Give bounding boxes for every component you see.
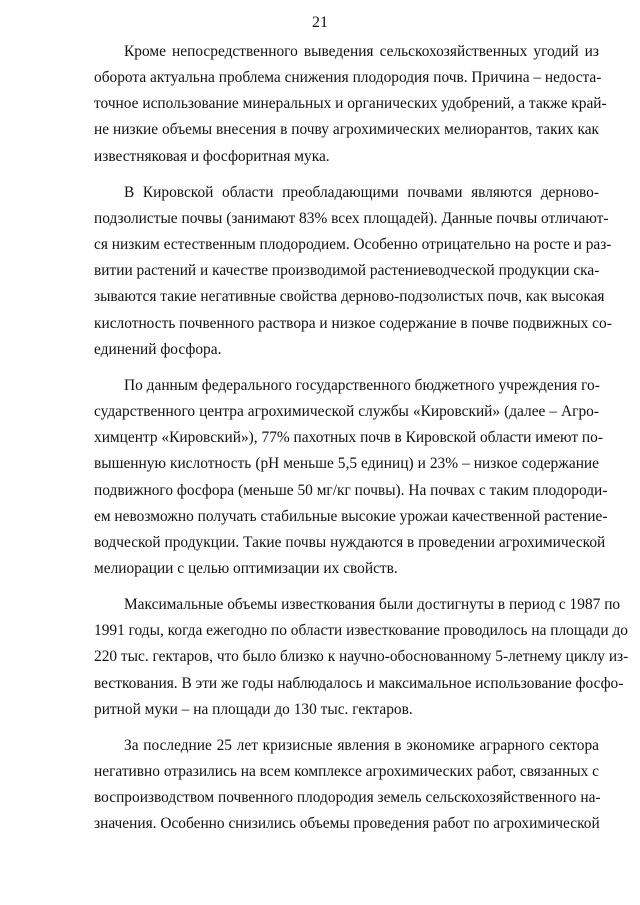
text-line: не низкие объемы внесения в почву агрохимических мелиорантов, таких как [94, 121, 599, 139]
text-line: За последние 25 лет кризисные явления в экономике аграрного сектора [124, 736, 599, 754]
paragraph-4 [94, 592, 629, 723]
text-line: кислотность почвенного раствора и низкое содержание в почве подвижных со- [94, 314, 612, 332]
text-line: известняковая и фосфоритная мука. [94, 147, 330, 165]
text-line: сударственного центра агрохимической службы «Кировский» (далее – Агро- [94, 403, 599, 421]
text-line: витии растений и качестве производимой растениеводческой продукции ска- [94, 262, 600, 280]
paragraph-3 [94, 373, 608, 582]
text-line: негативно отразились на всем комплексе агрохимических работ, связанных с [94, 763, 599, 781]
text-line: Максимальные объемы известкования были достигнуты в период с 1987 по [124, 596, 621, 614]
body-text [94, 39, 629, 838]
text-line: значения. Особенно снизились объемы проведения работ по агрохимической [94, 815, 600, 833]
text-line: подвижного фосфора (меньше 50 мг/кг почвы). На почвах с таким плодороди- [94, 481, 608, 499]
text-line: вышенную кислотность (pH меньше 5,5 единиц) и 23% – низкое содержание [94, 455, 599, 473]
text-line: воспроизводством почвенного плодородия земель сельскохозяйственного на- [94, 789, 601, 807]
text-line: мелиорации с целью оптимизации их свойств. [94, 559, 398, 577]
text-line: оборота актуальна проблема снижения плодородия почв. Причина – недоста- [94, 69, 602, 87]
text-line: единений фосфора. [94, 340, 222, 358]
text-line: 1991 годы, когда ежегодно по области известкование проводилось на площади до [94, 622, 628, 640]
text-line: По данным федерального государственного бюджетного учреждения го- [124, 376, 600, 394]
text-line: В Кировской области преобладающими почвами являются дерново- [124, 183, 599, 201]
text-line: весткования. В эти же годы наблюдалось и максимальное использование фосфо- [94, 674, 624, 692]
text-line: ся низким естественным плодородием. Особенно отрицательно на росте и раз- [94, 236, 612, 254]
text-line: Кроме непосредственного выведения сельскохозяйственных угодий из [124, 43, 599, 60]
text-line: химцентр «Кировский»), 77% пахотных почв в Кировской области имеют по- [94, 429, 603, 447]
text-line: точное использование минеральных и органических удобрений, а также край- [94, 95, 607, 113]
text-line: зываются такие негативные свойства дерново-подзолистых почв, как высокая [94, 288, 605, 306]
paragraph-5 [94, 733, 599, 838]
text-line: подзолистые почвы (занимают 83% всех площадей). Данные почвы отличают- [94, 209, 609, 227]
text-line: ритной муки – на площади до 130 тыс. гектаров. [94, 700, 413, 718]
text-line: ем невозможно получать стабильные высокие урожаи качественной растение- [94, 507, 608, 525]
text-line: водческой продукции. Такие почвы нуждаются в проведении агрохимической [94, 533, 606, 551]
text-line: 220 тыс. гектаров, что было близко к научно-обоснованному 5-летнему циклу из- [94, 648, 629, 666]
page-number: 21 [312, 14, 328, 31]
paragraph-1 [94, 39, 607, 170]
paragraph-2 [94, 180, 612, 363]
